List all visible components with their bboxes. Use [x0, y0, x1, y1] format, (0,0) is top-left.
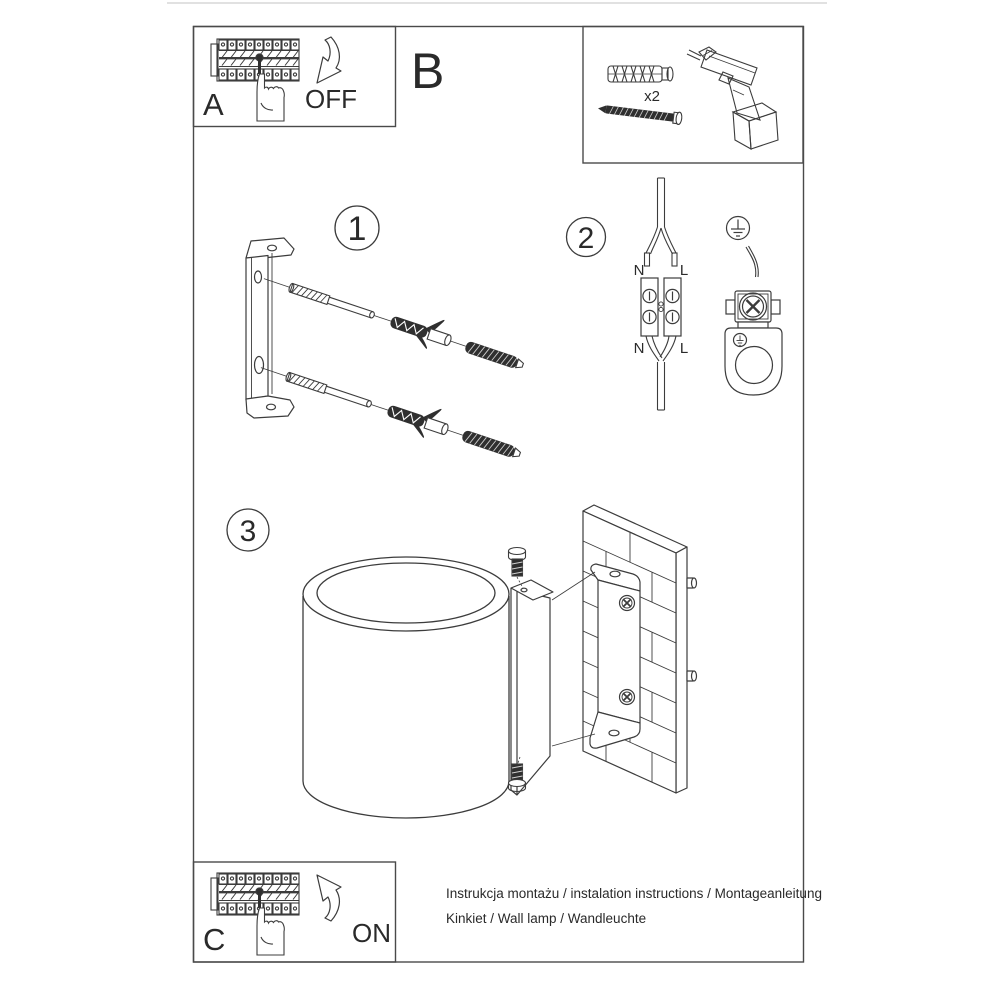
footer [446, 886, 822, 926]
wire-label-n-top: N [633, 262, 645, 279]
wall-bracket [590, 564, 640, 748]
svg-text:1: 1 [347, 210, 367, 248]
anchor-assembly-bottom [256, 350, 525, 468]
step-1 [246, 206, 529, 468]
terminal-connector [726, 291, 780, 328]
screw-icon [597, 102, 682, 125]
section-b-label: B [411, 43, 445, 99]
wire-label-n-bottom: N [633, 340, 645, 357]
svg-text:3: 3 [239, 515, 257, 548]
earth-symbol-icon [727, 217, 750, 240]
panel-c-label: C [203, 922, 226, 957]
anchor-assembly-top [259, 261, 528, 379]
lamp-cylinder [303, 557, 509, 818]
step-2 [567, 178, 783, 410]
off-label: OFF [305, 84, 357, 114]
mounting-bracket [246, 238, 294, 418]
footer-line-2: Kinkiet / Wall lamp / Wandleuchte [446, 911, 647, 926]
page-frame [194, 27, 804, 963]
arrow-down-icon [317, 37, 341, 83]
step-3 [227, 505, 697, 818]
step-3-badge [227, 509, 269, 551]
drill-icon [687, 47, 778, 149]
power-on-panel [203, 873, 391, 957]
breaker-panel-icon [211, 39, 299, 121]
lamp-holder-back [725, 328, 782, 395]
power-off-panel [203, 37, 357, 122]
lamp-back-plate [511, 580, 553, 795]
wire-label-l-top: L [679, 262, 689, 279]
parts-panel [597, 47, 778, 149]
screw-quantity-label: x2 [644, 88, 660, 105]
footer-line-1: Instrukcja montażu / instalation instructions / Montageanleitung [446, 886, 822, 901]
on-label: ON [352, 918, 391, 948]
arrow-up-icon [317, 875, 341, 921]
ground-wire [746, 246, 758, 277]
terminal-block [641, 278, 681, 336]
set-screw-top [509, 548, 526, 589]
wire-label-l-bottom: L [679, 340, 689, 357]
step-2-badge [567, 218, 606, 257]
panel-a-label: A [203, 87, 224, 122]
svg-text:2: 2 [577, 222, 595, 255]
step-1-badge [335, 206, 379, 250]
wall-plug-icon [608, 66, 673, 82]
wall-peg-icons [687, 578, 697, 681]
